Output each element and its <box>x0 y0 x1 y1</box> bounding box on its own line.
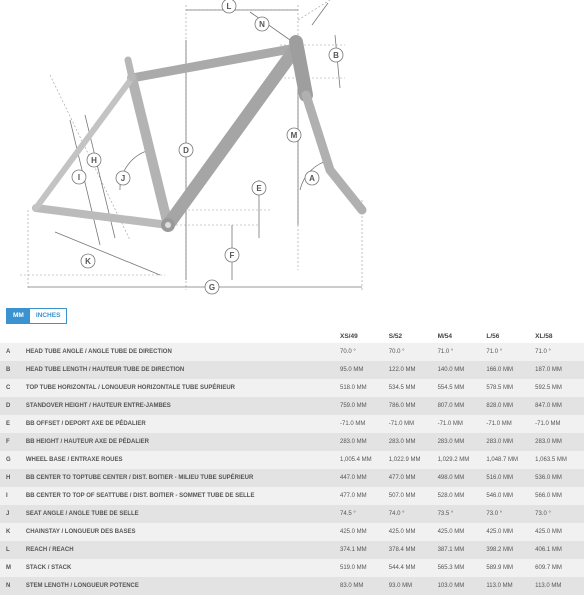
row-value: 283.0 MM <box>389 433 438 451</box>
row-value: 166.0 MM <box>486 361 535 379</box>
row-value: 187.0 MM <box>535 361 584 379</box>
label-e <box>252 181 266 195</box>
row-value: 518.0 MM <box>340 379 389 397</box>
table-row <box>0 487 584 505</box>
row-value: 1,063.5 MM <box>535 451 584 469</box>
row-value: 425.0 MM <box>438 523 487 541</box>
row-value: -71.0 MM <box>486 415 535 433</box>
table-row <box>0 343 584 361</box>
row-value: 589.9 MM <box>486 559 535 577</box>
row-value: 283.0 MM <box>486 433 535 451</box>
row-value: 507.0 MM <box>389 487 438 505</box>
row-value: 406.1 MM <box>535 541 584 559</box>
label-l <box>222 0 236 13</box>
row-value: 534.5 MM <box>389 379 438 397</box>
table-row <box>0 451 584 469</box>
table-row <box>0 577 584 595</box>
table-row <box>0 397 584 415</box>
row-value: 847.0 MM <box>535 397 584 415</box>
tab-mm[interactable]: MM <box>7 309 30 323</box>
bike-frame <box>36 42 362 225</box>
row-letter: M <box>0 559 26 577</box>
table-row <box>0 505 584 523</box>
row-letter: G <box>0 451 26 469</box>
label-a <box>305 171 319 185</box>
row-value: 609.7 MM <box>535 559 584 577</box>
row-value: 95.0 MM <box>340 361 389 379</box>
row-value: 73.0 ° <box>486 505 535 523</box>
table-row <box>0 469 584 487</box>
row-value: 786.0 MM <box>389 397 438 415</box>
dimension-lines <box>28 3 362 287</box>
row-value: 425.0 MM <box>535 523 584 541</box>
row-value: 477.0 MM <box>389 469 438 487</box>
label-g <box>205 280 219 294</box>
row-measurement-name: BB CENTER TO TOPTUBE CENTER / DIST. BOITIER - MILIEU TUBE SUPÉRIEUR <box>26 469 340 487</box>
row-value: 103.0 MM <box>438 577 487 595</box>
row-measurement-name: CHAINSTAY / LONGUEUR DES BASES <box>26 523 340 541</box>
row-value: 536.0 MM <box>535 469 584 487</box>
row-letter: B <box>0 361 26 379</box>
svg-text:K: K <box>85 257 91 266</box>
row-value: 387.1 MM <box>438 541 487 559</box>
row-measurement-name: BB OFFSET / DEPORT AXE DE PÉDALIER <box>26 415 340 433</box>
row-value: 283.0 MM <box>340 433 389 451</box>
svg-text:H: H <box>91 156 97 165</box>
row-value: 425.0 MM <box>340 523 389 541</box>
row-value: 374.1 MM <box>340 541 389 559</box>
label-b <box>329 48 343 62</box>
row-measurement-name: STEM LENGTH / LONGUEUR POTENCE <box>26 577 340 595</box>
row-measurement-name: WHEEL BASE / ENTRAXE ROUES <box>26 451 340 469</box>
row-value: 528.0 MM <box>438 487 487 505</box>
row-value: 828.0 MM <box>486 397 535 415</box>
row-measurement-name: REACH / REACH <box>26 541 340 559</box>
svg-text:I: I <box>77 173 81 182</box>
table-row <box>0 541 584 559</box>
table-row <box>0 433 584 451</box>
row-value: 140.0 MM <box>438 361 487 379</box>
row-value: 759.0 MM <box>340 397 389 415</box>
size-header: M/54 <box>437 333 453 340</box>
row-value: 1,029.2 MM <box>438 451 487 469</box>
row-value: 283.0 MM <box>535 433 584 451</box>
row-value: 519.0 MM <box>340 559 389 577</box>
row-value: -71.0 MM <box>438 415 487 433</box>
row-measurement-name: HEAD TUBE LENGTH / HAUTEUR TUBE DE DIRECTION <box>26 361 340 379</box>
row-measurement-name: HEAD TUBE ANGLE / ANGLE TUBE DE DIRECTION <box>26 343 340 361</box>
label-i <box>72 170 86 184</box>
row-letter: K <box>0 523 26 541</box>
row-value: 565.3 MM <box>438 559 487 577</box>
row-value: 398.2 MM <box>486 541 535 559</box>
row-value: 71.0 ° <box>535 343 584 361</box>
row-measurement-name: STACK / STACK <box>26 559 340 577</box>
row-value: 70.0 ° <box>389 343 438 361</box>
row-letter: E <box>0 415 26 433</box>
row-value: 807.0 MM <box>438 397 487 415</box>
row-value: 592.5 MM <box>535 379 584 397</box>
row-measurement-name: TOP TUBE HORIZONTAL / LONGUEUR HORIZONTALE TUBE SUPÉRIEUR <box>26 379 340 397</box>
label-h <box>87 153 101 167</box>
table-row <box>0 523 584 541</box>
unit-toggle <box>6 308 67 324</box>
row-value: 83.0 MM <box>340 577 389 595</box>
row-value: 378.4 MM <box>389 541 438 559</box>
svg-text:D: D <box>183 146 189 155</box>
size-header: XL/58 <box>535 333 553 340</box>
size-header: S/52 <box>388 333 403 340</box>
row-value: 498.0 MM <box>438 469 487 487</box>
svg-text:B: B <box>333 51 339 60</box>
row-value: 93.0 MM <box>389 577 438 595</box>
row-value: 71.0 ° <box>438 343 487 361</box>
row-value: 113.0 MM <box>535 577 584 595</box>
svg-text:F: F <box>229 251 235 260</box>
row-letter: N <box>0 577 26 595</box>
label-j <box>116 171 130 185</box>
svg-text:L: L <box>226 2 232 11</box>
row-measurement-name: SEAT ANGLE / ANGLE TUBE DE SELLE <box>26 505 340 523</box>
svg-text:E: E <box>256 184 262 193</box>
label-d <box>179 143 193 157</box>
row-value: 74.0 ° <box>389 505 438 523</box>
row-letter: A <box>0 343 26 361</box>
row-value: 516.0 MM <box>486 469 535 487</box>
svg-text:J: J <box>120 174 126 183</box>
label-f <box>225 248 239 262</box>
table-row <box>0 559 584 577</box>
row-value: 113.0 MM <box>486 577 535 595</box>
row-letter: C <box>0 379 26 397</box>
row-value: 544.4 MM <box>389 559 438 577</box>
svg-text:M: M <box>290 131 298 140</box>
label-n <box>255 17 269 31</box>
row-value: -71.0 MM <box>389 415 438 433</box>
row-letter: J <box>0 505 26 523</box>
table-row <box>0 361 584 379</box>
row-value: 1,048.7 MM <box>486 451 535 469</box>
table-row <box>0 415 584 433</box>
svg-text:N: N <box>259 20 265 29</box>
row-value: 283.0 MM <box>438 433 487 451</box>
table-row <box>0 379 584 397</box>
row-value: 1,022.9 MM <box>389 451 438 469</box>
row-measurement-name: BB HEIGHT / HAUTEUR AXE DE PÉDALIER <box>26 433 340 451</box>
row-measurement-name: BB CENTER TO TOP OF SEATTUBE / DIST. BOITIER - SOMMET TUBE DE SELLE <box>26 487 340 505</box>
row-value: -71.0 MM <box>340 415 389 433</box>
geometry-table <box>0 330 584 595</box>
row-measurement-name: STANDOVER HEIGHT / HAUTEUR ENTRE-JAMBES <box>26 397 340 415</box>
row-value: 546.0 MM <box>486 487 535 505</box>
row-letter: F <box>0 433 26 451</box>
row-value: 566.0 MM <box>535 487 584 505</box>
row-letter: H <box>0 469 26 487</box>
row-value: 122.0 MM <box>389 361 438 379</box>
row-letter: I <box>0 487 26 505</box>
row-value: 70.0 ° <box>340 343 389 361</box>
row-value: 578.5 MM <box>486 379 535 397</box>
row-value: -71.0 MM <box>535 415 584 433</box>
row-value: 447.0 MM <box>340 469 389 487</box>
table-header-row <box>0 330 584 343</box>
row-value: 425.0 MM <box>486 523 535 541</box>
label-k <box>81 254 95 268</box>
row-value: 74.5 ° <box>340 505 389 523</box>
svg-text:G: G <box>208 283 216 292</box>
size-header: XS/49 <box>339 333 358 340</box>
svg-text:A: A <box>309 174 315 183</box>
tab-inches[interactable]: INCHES <box>30 309 67 323</box>
label-m <box>287 128 301 142</box>
row-value: 73.0 ° <box>535 505 584 523</box>
row-value: 477.0 MM <box>340 487 389 505</box>
size-header: L/56 <box>486 333 500 340</box>
row-value: 1,005.4 MM <box>340 451 389 469</box>
row-value: 425.0 MM <box>389 523 438 541</box>
row-letter: L <box>0 541 26 559</box>
row-value: 554.5 MM <box>438 379 487 397</box>
row-value: 73.5 ° <box>438 505 487 523</box>
row-value: 71.0 ° <box>486 343 535 361</box>
row-letter: D <box>0 397 26 415</box>
